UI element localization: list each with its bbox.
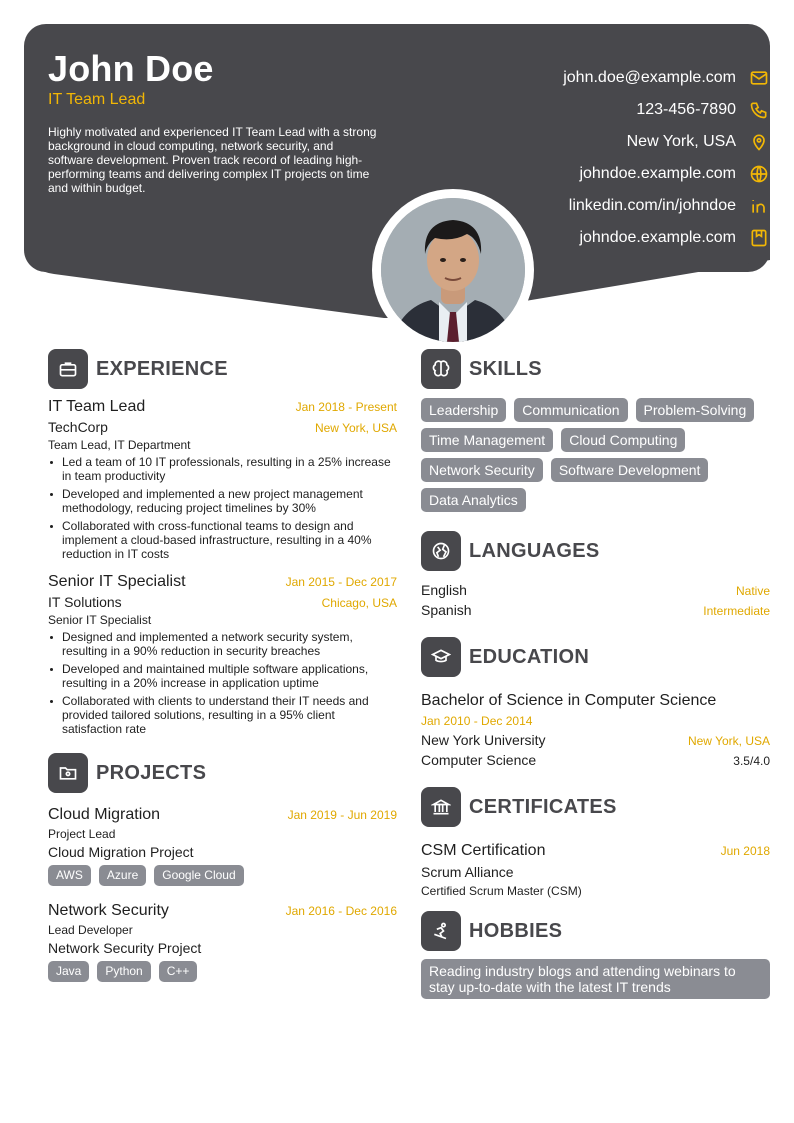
projects-section-header bbox=[48, 752, 397, 794]
bullet-item: Developed and maintained multiple software applications, resulting in a 20% increase in application uptime bbox=[48, 662, 397, 690]
contact-linkedin-text[interactable]: linkedin.com/in/johndoe bbox=[568, 197, 736, 214]
tech-tag: Python bbox=[97, 961, 150, 982]
bullet-item: Developed and implemented a new project management methodology, reducing project timelines by 30% bbox=[48, 487, 397, 515]
certificate-name: CSM Certification bbox=[421, 842, 546, 859]
brain-icon bbox=[421, 349, 461, 389]
contact-email-text[interactable]: john.doe@example.com bbox=[563, 69, 736, 86]
candidate-name: John Doe bbox=[48, 48, 214, 89]
certificate-issuer: Scrum Alliance bbox=[421, 864, 514, 880]
experience-role: Senior IT Specialist bbox=[48, 573, 186, 590]
skills-list bbox=[421, 398, 770, 512]
experience-item bbox=[48, 573, 397, 736]
experience-role: IT Team Lead bbox=[48, 398, 146, 415]
left-column bbox=[48, 348, 397, 982]
language-row bbox=[421, 602, 770, 618]
graduation-cap-icon bbox=[421, 637, 461, 677]
hobby-item: Reading industry blogs and attending webinars to stay up-to-date with the latest IT trends bbox=[421, 959, 770, 999]
skill-tag: Problem-Solving bbox=[636, 398, 755, 422]
contact-website-text[interactable]: johndoe.example.com bbox=[579, 165, 736, 182]
skill-tag: Cloud Computing bbox=[561, 428, 685, 452]
experience-date: Jan 2015 - Dec 2017 bbox=[285, 575, 397, 589]
bullet-item: Designed and implemented a network security system, resulting in a 90% reduction in security breaches bbox=[48, 630, 397, 658]
contact-phone-text[interactable]: 123-456-7890 bbox=[636, 101, 736, 118]
languages-section-header bbox=[421, 530, 770, 572]
bullet-item: Collaborated with cross-functional teams to design and implement a cloud-based infrastructure, resulting in a 40% reduction in IT costs bbox=[48, 519, 397, 561]
experience-company: TechCorp bbox=[48, 419, 108, 435]
tech-tag: C++ bbox=[159, 961, 198, 982]
contact-location bbox=[350, 126, 770, 158]
project-subtitle: Cloud Migration Project bbox=[48, 844, 194, 860]
project-name: Cloud Migration bbox=[48, 806, 161, 823]
project-date: Jan 2019 - Jun 2019 bbox=[287, 808, 397, 822]
contact-location-text: New York, USA bbox=[626, 133, 736, 150]
skills-section-header bbox=[421, 348, 770, 390]
profile-photo bbox=[381, 198, 525, 342]
skill-tag: Time Management bbox=[421, 428, 553, 452]
projects-heading: PROJECTS bbox=[96, 761, 207, 784]
skill-tag: Network Security bbox=[421, 458, 543, 482]
experience-bullets bbox=[48, 630, 397, 736]
tech-tag: Java bbox=[48, 961, 89, 982]
project-role: Lead Developer bbox=[48, 923, 133, 937]
project-item bbox=[48, 902, 397, 982]
skiing-icon bbox=[421, 911, 461, 951]
experience-section-header bbox=[48, 348, 397, 390]
language-row bbox=[421, 582, 770, 598]
contact-website[interactable] bbox=[350, 158, 770, 190]
language-name: Spanish bbox=[421, 602, 472, 618]
experience-heading: EXPERIENCE bbox=[96, 357, 228, 380]
project-tags bbox=[48, 961, 397, 982]
education-school: New York University bbox=[421, 732, 546, 748]
experience-location: New York, USA bbox=[314, 421, 397, 435]
experience-position: Senior IT Specialist bbox=[48, 613, 152, 627]
education-item bbox=[421, 692, 770, 768]
experience-bullets bbox=[48, 455, 397, 561]
project-role: Project Lead bbox=[48, 827, 116, 841]
education-gpa: 3.5/4.0 bbox=[733, 754, 770, 768]
mail-icon bbox=[748, 67, 770, 89]
languages-heading: LANGUAGES bbox=[469, 539, 600, 562]
candidate-title: IT Team Lead bbox=[48, 91, 146, 108]
skill-tag: Communication bbox=[514, 398, 627, 422]
education-location: New York, USA bbox=[687, 734, 770, 748]
experience-company: IT Solutions bbox=[48, 594, 122, 610]
project-name: Network Security bbox=[48, 902, 169, 919]
education-field: Computer Science bbox=[421, 752, 537, 768]
hobbies-heading: HOBBIES bbox=[469, 919, 563, 942]
contact-phone[interactable] bbox=[350, 94, 770, 126]
briefcase-icon bbox=[48, 349, 88, 389]
experience-date: Jan 2018 - Present bbox=[295, 400, 397, 414]
project-subtitle: Network Security Project bbox=[48, 940, 202, 956]
skill-tag: Leadership bbox=[421, 398, 506, 422]
project-date: Jan 2016 - Dec 2016 bbox=[285, 904, 397, 918]
project-tags bbox=[48, 865, 397, 886]
experience-item bbox=[48, 398, 397, 561]
bookmark-icon bbox=[748, 227, 770, 249]
right-column bbox=[421, 348, 770, 999]
education-degree: Bachelor of Science in Computer Science bbox=[421, 692, 717, 709]
skills-heading: SKILLS bbox=[469, 357, 542, 380]
tech-tag: Azure bbox=[99, 865, 146, 886]
education-heading: EDUCATION bbox=[469, 645, 590, 668]
linkedin-icon bbox=[748, 195, 770, 217]
certificate-date: Jun 2018 bbox=[720, 844, 770, 858]
tech-tag: Google Cloud bbox=[154, 865, 243, 886]
language-level: Native bbox=[735, 584, 770, 598]
skill-tag: Software Development bbox=[551, 458, 709, 482]
phone-icon bbox=[748, 99, 770, 121]
language-name: English bbox=[421, 582, 467, 598]
certificate-item bbox=[421, 842, 770, 898]
contact-email[interactable] bbox=[350, 62, 770, 94]
project-item bbox=[48, 806, 397, 886]
hobbies-section-header bbox=[421, 910, 770, 952]
folder-icon bbox=[48, 753, 88, 793]
education-date: Jan 2010 - Dec 2014 bbox=[421, 714, 533, 728]
bullet-item: Led a team of 10 IT professionals, resulting in a 25% increase in team productivity bbox=[48, 455, 397, 483]
tech-tag: AWS bbox=[48, 865, 91, 886]
certificate-detail: Certified Scrum Master (CSM) bbox=[421, 884, 582, 898]
language-icon bbox=[421, 531, 461, 571]
language-list bbox=[421, 582, 770, 618]
certificates-section-header bbox=[421, 786, 770, 828]
institution-icon bbox=[421, 787, 461, 827]
location-pin-icon bbox=[748, 131, 770, 153]
profile-summary: Highly motivated and experienced IT Team Lead with a strong background in cloud computing, network security, and software development. Proven track record of leading high-performing teams and delivering complex IT projects on time and within budget. bbox=[48, 125, 377, 195]
skill-tag: Data Analytics bbox=[421, 488, 526, 512]
bullet-item: Collaborated with clients to understand their IT needs and provided tailored solutions, resulting in a 95% client satisfaction rate bbox=[48, 694, 397, 736]
experience-position: Team Lead, IT Department bbox=[48, 438, 191, 452]
certificates-heading: CERTIFICATES bbox=[469, 795, 617, 818]
education-section-header bbox=[421, 636, 770, 678]
contact-portfolio-text[interactable]: johndoe.example.com bbox=[579, 229, 736, 246]
experience-location: Chicago, USA bbox=[321, 596, 397, 610]
globe-icon bbox=[748, 163, 770, 185]
language-level: Intermediate bbox=[703, 604, 770, 618]
